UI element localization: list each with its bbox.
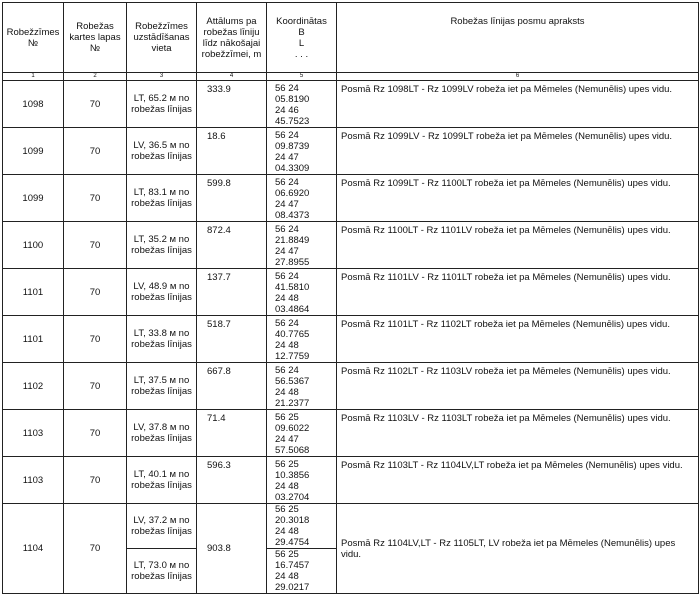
header-distance: Attālums pa robežas līniju līdz nākošajai robežzīmei, m [197, 3, 267, 73]
coordinates [267, 175, 337, 222]
distance: 596.3 [197, 457, 267, 504]
coord-b: 56 25 09.6022 [275, 412, 310, 434]
header-placement: Robežzīmes uzstādīšanas vieta [127, 3, 197, 73]
column-number: 6 [337, 73, 699, 81]
map-sheet: 70 [64, 128, 127, 175]
header-coordinates [267, 3, 337, 73]
table-row [3, 410, 699, 457]
coordinates [267, 549, 337, 594]
coord-b: 56 24 40.7765 [275, 318, 310, 340]
coord-l: 24 46 45.7523 [275, 105, 310, 127]
distance: 137.7 [197, 269, 267, 316]
marker-number: 1099 [3, 175, 64, 222]
placement: LV, 37.8 м no robežas līnijas [127, 410, 197, 457]
coordinates [267, 457, 337, 504]
coord-b: 56 25 10.3856 [275, 459, 310, 481]
coord-l: 24 48 21.2377 [275, 387, 310, 409]
coord-l: 24 47 04.3309 [275, 152, 310, 174]
boundary-table [2, 2, 699, 594]
segment-description: Posmā Rz 1098LT - Rz 1099LV robeža iet pa Mēmeles (Nemunēlis) upes vidu. [337, 81, 699, 128]
map-sheet: 70 [64, 81, 127, 128]
coordinates [267, 128, 337, 175]
map-sheet: 70 [64, 410, 127, 457]
table-row [3, 222, 699, 269]
distance: 599.8 [197, 175, 267, 222]
segment-description: Posmā Rz 1100LT - Rz 1101LV robeža iet pa Mēmeles (Nemunēlis) upes vidu. [337, 222, 699, 269]
map-sheet: 70 [64, 222, 127, 269]
header-coordinates-title: Koordinātas [276, 15, 327, 27]
coord-b: 56 24 09.8739 [275, 130, 310, 152]
coord-l: 24 48 03.4864 [275, 293, 310, 315]
marker-number: 1100 [3, 222, 64, 269]
distance: 518.7 [197, 316, 267, 363]
marker-number: 1103 [3, 410, 64, 457]
header-marker-number: Robežzīmes № [3, 3, 64, 73]
coord-b: 56 24 21.8849 [275, 224, 310, 246]
marker-number: 1101 [3, 316, 64, 363]
placement: LT, 40.1 м no robežas līnijas [127, 457, 197, 504]
placement: LT, 33.8 м no robežas līnijas [127, 316, 197, 363]
header-map-sheet: Robežas kartes lapas № [64, 3, 127, 73]
placement: LV, 48.9 м no robežas līnijas [127, 269, 197, 316]
coord-l: 24 48 29.4754 [275, 526, 310, 548]
coordinates [267, 222, 337, 269]
coord-l: 24 47 57.5068 [275, 434, 310, 456]
map-sheet: 70 [64, 504, 127, 594]
column-number: 3 [127, 73, 197, 81]
table-row [3, 316, 699, 363]
segment-description: Posmā Rz 1101LV - Rz 1101LT robeža iet pa Mēmeles (Nemunēlis) upes vidu. [337, 269, 699, 316]
segment-description: Posmā Rz 1104LV,LT - Rz 1105LT, LV robeža iet pa Mēmeles (Nemunēlis) upes vidu. [337, 504, 699, 594]
segment-description: Posmā Rz 1099LT - Rz 1100LT robeža iet pa Mēmeles (Nemunēlis) upes vidu. [337, 175, 699, 222]
distance: 872.4 [197, 222, 267, 269]
marker-number: 1098 [3, 81, 64, 128]
coord-l: 24 47 08.4373 [275, 199, 310, 221]
segment-description: Posmā Rz 1101LT - Rz 1102LT robeža iet pa Mēmeles (Nemunēlis) upes vidu. [337, 316, 699, 363]
map-sheet: 70 [64, 457, 127, 504]
coordinates [267, 316, 337, 363]
header-coordinates-dots: . . . [294, 48, 309, 60]
marker-number: 1103 [3, 457, 64, 504]
column-number: 4 [197, 73, 267, 81]
coord-b: 56 25 20.3018 [275, 504, 310, 526]
coord-b: 56 24 56.5367 [275, 365, 310, 387]
coordinates [267, 81, 337, 128]
coord-b: 56 24 41.5810 [275, 271, 310, 293]
marker-number: 1101 [3, 269, 64, 316]
distance: 18.6 [197, 128, 267, 175]
coordinates [267, 269, 337, 316]
segment-description: Posmā Rz 1103LT - Rz 1104LV,LT robeža iet pa Mēmeles (Nemunēlis) upes vidu. [337, 457, 699, 504]
table-row-last [3, 504, 699, 549]
header-coordinates-b: B [298, 26, 305, 38]
placement: LT, 35.2 м no robežas līnijas [127, 222, 197, 269]
map-sheet: 70 [64, 316, 127, 363]
header-description: Robežas līnijas posmu apraksts [337, 3, 699, 73]
segment-description: Posmā Rz 1102LT - Rz 1103LV robeža iet pa Mēmeles (Nemunēlis) upes vidu. [337, 363, 699, 410]
coordinates [267, 504, 337, 549]
map-sheet: 70 [64, 175, 127, 222]
placement: LT, 65.2 м no robežas līnijas [127, 81, 197, 128]
table-row [3, 363, 699, 410]
marker-number: 1099 [3, 128, 64, 175]
column-number: 5 [267, 73, 337, 81]
table-row [3, 457, 699, 504]
table-row [3, 175, 699, 222]
marker-number: 1104 [3, 504, 64, 594]
table-row [3, 81, 699, 128]
coord-b: 56 24 06.6920 [275, 177, 310, 199]
header-coordinates-l: L [298, 37, 305, 49]
distance: 71.4 [197, 410, 267, 457]
segment-description: Posmā Rz 1099LV - Rz 1099LT robeža iet pa Mēmeles (Nemunēlis) upes vidu. [337, 128, 699, 175]
placement: LV, 37.2 м no robežas līnijas [127, 504, 197, 549]
column-number: 2 [64, 73, 127, 81]
coord-l: 24 48 03.2704 [275, 481, 310, 503]
coordinates [267, 410, 337, 457]
coord-l: 24 48 12.7759 [275, 340, 310, 362]
distance: 333.9 [197, 81, 267, 128]
placement: LT, 83.1 м no robežas līnijas [127, 175, 197, 222]
distance: 903.8 [197, 504, 267, 594]
coord-l: 24 47 27.8955 [275, 246, 310, 268]
placement: LV, 36.5 м no robežas līnijas [127, 128, 197, 175]
column-number-row [3, 73, 699, 81]
coord-l: 24 48 29.0217 [275, 571, 310, 593]
table-row [3, 128, 699, 175]
coord-b: 56 24 05.8190 [275, 83, 310, 105]
placement: LT, 37.5 м no robežas līnijas [127, 363, 197, 410]
marker-number: 1102 [3, 363, 64, 410]
column-number: 1 [3, 73, 64, 81]
header-row [3, 3, 699, 73]
table-row [3, 269, 699, 316]
coord-b: 56 25 16.7457 [275, 549, 310, 571]
segment-description: Posmā Rz 1103LV - Rz 1103LT robeža iet pa Mēmeles (Nemunēlis) upes vidu. [337, 410, 699, 457]
map-sheet: 70 [64, 363, 127, 410]
map-sheet: 70 [64, 269, 127, 316]
placement: LT, 73.0 м no robežas līnijas [127, 549, 197, 594]
distance: 667.8 [197, 363, 267, 410]
coordinates [267, 363, 337, 410]
